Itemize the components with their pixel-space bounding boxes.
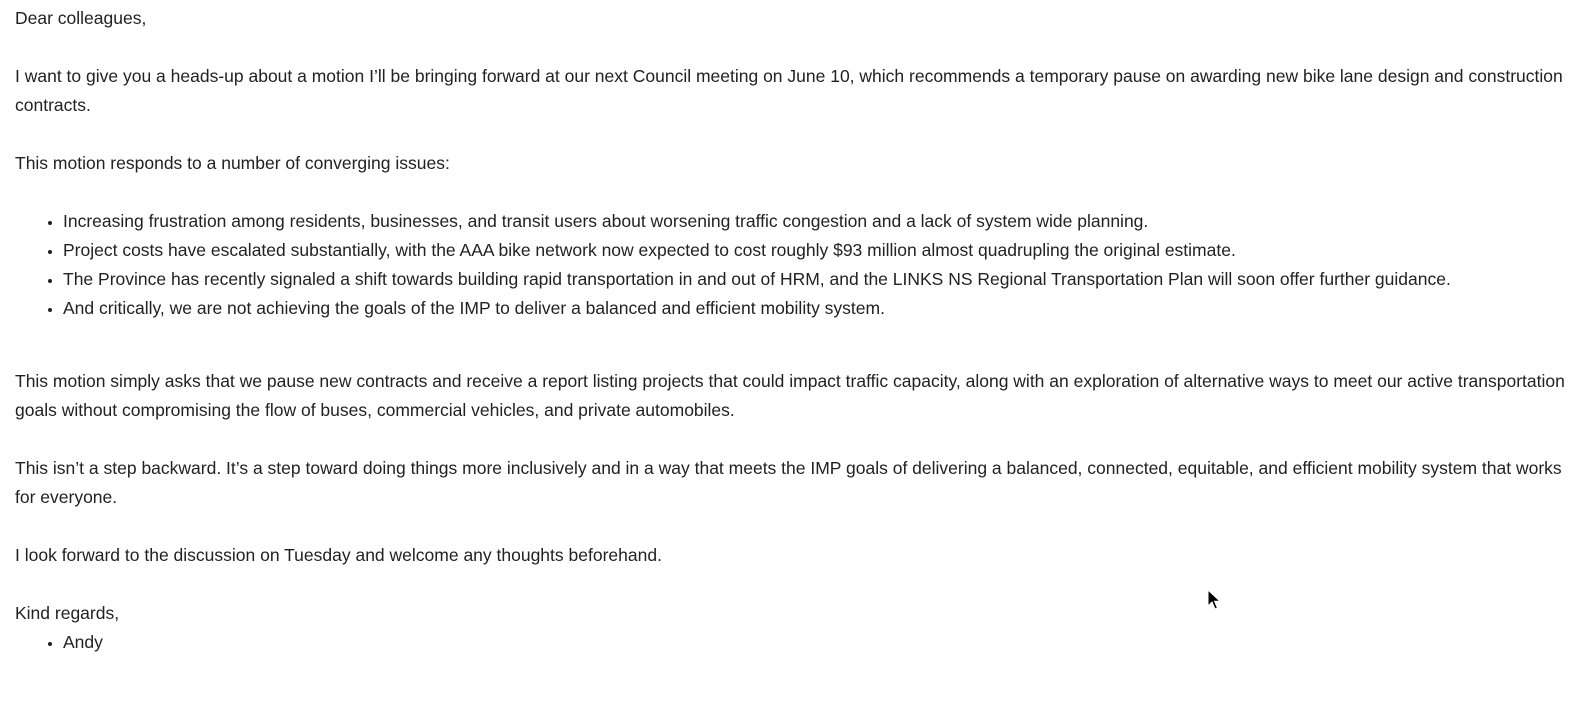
list-item: • Increasing frustration among residents, businesses, and transit users about worsening traffic congestion and a lack of system wide planning. <box>63 207 1567 236</box>
signature-list <box>15 628 1567 657</box>
email-paragraph-framing: This isn’t a step backward. It’s a step toward doing things more inclusively and in a way that meets the IMP goals of delivering a balanced, connected, equitable, and efficient mobility system that works for everyone. <box>15 458 1562 507</box>
email-signoff: Kind regards, <box>15 603 120 623</box>
list-item: • The Province has recently signaled a shift towards building rapid transportation in and out of HRM, and the LINKS NS Regional Transportation Plan will soon offer further guidance. <box>63 265 1567 294</box>
email-paragraph-intro: I want to give you a heads-up about a motion I’ll be bringing forward at our next Council meeting on June 10, which recommends a temporary pause on awarding new bike lane design and construction contracts. <box>15 66 1563 115</box>
email-greeting: Dear colleagues, <box>15 8 147 28</box>
list-item: • And critically, we are not achieving the goals of the IMP to deliver a balanced and efficient mobility system. <box>63 294 1567 323</box>
email-paragraph-issues-lead: This motion responds to a number of converging issues: <box>15 153 450 173</box>
mouse-pointer-icon <box>1207 589 1221 611</box>
list-item: • Project costs have escalated substantially, with the AAA bike network now expected to cost roughly $93 million almost quadrupling the original estimate. <box>63 236 1567 265</box>
email-body <box>15 4 1567 657</box>
email-paragraph-closing: I look forward to the discussion on Tuesday and welcome any thoughts beforehand. <box>15 545 662 565</box>
email-paragraph-ask: This motion simply asks that we pause new contracts and receive a report listing projects that could impact traffic capacity, along with an exploration of alternative ways to meet our active transportation goals without compromising the flow of buses, commercial vehicles, and private automobiles. <box>15 371 1565 420</box>
issues-list <box>15 207 1567 323</box>
signature-name: • Andy <box>63 628 1567 657</box>
